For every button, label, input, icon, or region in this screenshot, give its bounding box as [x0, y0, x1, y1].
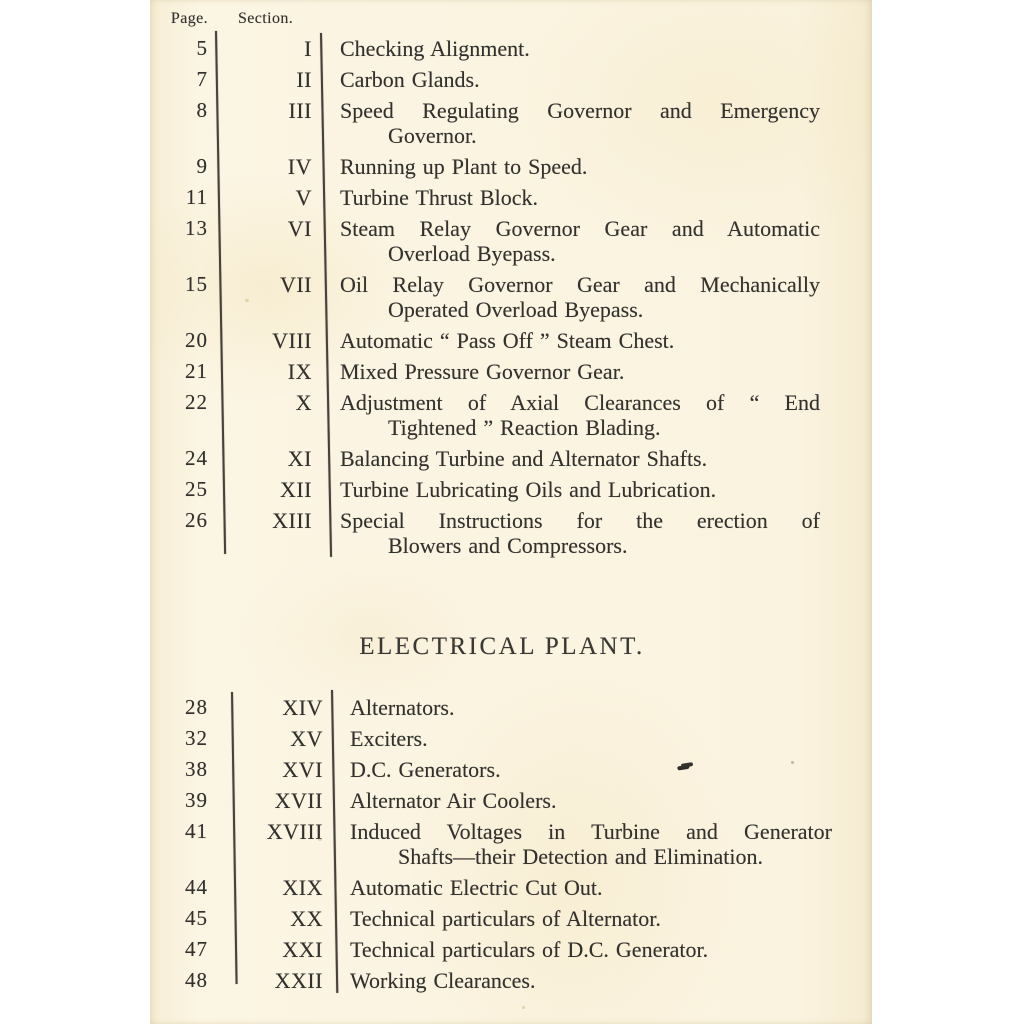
entry-line: Shafts—their Detection and Elimination. — [398, 844, 763, 869]
entry-line: Overload Byepass. — [388, 241, 556, 266]
page-number: 47 — [185, 937, 208, 961]
entry-line: Checking Alignment. — [340, 36, 530, 61]
entry-title — [350, 819, 832, 869]
toc-row — [150, 185, 872, 210]
toc-row — [150, 695, 872, 720]
electrical-plant-heading: ELECTRICAL PLANT. — [359, 633, 645, 660]
page-number: 8 — [196, 98, 208, 122]
entry-line: Oil Relay Governor Gear and Mechanically — [340, 272, 820, 297]
entry-title — [340, 154, 820, 179]
entry-line: Operated Overload Byepass. — [388, 297, 644, 322]
toc-mechanical-block — [150, 36, 872, 564]
toc-row — [150, 906, 872, 931]
section-numeral: VI — [287, 216, 312, 241]
foxing-speck — [318, 838, 322, 841]
toc-row — [150, 216, 872, 266]
entry-title — [340, 272, 820, 322]
toc-row — [150, 788, 872, 813]
section-column-header: Section. — [238, 10, 294, 27]
entry-title — [340, 67, 820, 92]
entry-title — [350, 695, 832, 720]
scanned-page — [150, 0, 872, 1024]
page-number: 41 — [185, 819, 208, 843]
entry-title — [340, 359, 820, 384]
entry-title — [350, 906, 832, 931]
page-number: 26 — [185, 508, 208, 532]
page-number: 20 — [185, 328, 208, 352]
entry-title — [350, 968, 832, 993]
toc-row — [150, 67, 872, 92]
page-number: 48 — [185, 968, 208, 992]
toc-row — [150, 875, 872, 900]
toc-row — [150, 36, 872, 61]
entry-line: Steam Relay Governor Gear and Automatic — [340, 216, 820, 241]
page-number: 13 — [185, 216, 208, 240]
toc-row — [150, 272, 872, 322]
entry-line: Automatic Electric Cut Out. — [350, 875, 603, 900]
entry-line: Induced Voltages in Turbine and Generator — [350, 819, 832, 844]
section-numeral: IX — [287, 359, 312, 384]
foxing-speck — [791, 761, 794, 764]
entry-title — [340, 446, 820, 471]
section-numeral: VII — [279, 272, 312, 297]
entry-line: Working Clearances. — [350, 968, 536, 993]
entry-title — [340, 328, 820, 353]
entry-title — [350, 937, 832, 962]
entry-line: Special Instructions for the erection of — [340, 508, 820, 533]
page-column-header: Page. — [170, 10, 208, 27]
entry-line: Automatic “ Pass Off ” Steam Chest. — [340, 328, 675, 353]
page-number: 38 — [185, 757, 208, 781]
entry-line: Mixed Pressure Governor Gear. — [340, 359, 625, 384]
toc-row — [150, 726, 872, 751]
entry-line: Technical particulars of D.C. Generator. — [350, 937, 709, 962]
entry-line: Turbine Lubricating Oils and Lubrication. — [340, 477, 717, 502]
toc-row — [150, 819, 872, 869]
page-number: 22 — [185, 390, 208, 414]
toc-row — [150, 508, 872, 558]
section-numeral: XXII — [274, 968, 323, 993]
toc-row — [150, 937, 872, 962]
entry-title — [350, 788, 832, 813]
page-number: 32 — [185, 726, 208, 750]
section-numeral: V — [295, 185, 312, 210]
toc-row — [150, 359, 872, 384]
page-number: 24 — [185, 446, 208, 470]
section-numeral: XV — [290, 726, 323, 751]
page-number: 5 — [196, 36, 208, 60]
section-numeral: II — [296, 67, 312, 92]
entry-line: Exciters. — [350, 726, 428, 751]
entry-line: Speed Regulating Governor and Emergency — [340, 98, 820, 123]
entry-line: Alternator Air Coolers. — [350, 788, 557, 813]
section-numeral: XVIII — [266, 819, 323, 844]
section-numeral: XVII — [274, 788, 323, 813]
foxing-speck — [245, 299, 249, 302]
toc-row — [150, 98, 872, 148]
section-numeral: III — [288, 98, 312, 123]
entry-line: Turbine Thrust Block. — [340, 185, 538, 210]
section-numeral: XXI — [282, 937, 323, 962]
entry-title — [350, 726, 832, 751]
entry-title — [340, 390, 820, 440]
section-numeral: I — [304, 36, 312, 61]
entry-title — [340, 216, 820, 266]
section-numeral: XII — [279, 477, 312, 502]
section-numeral: X — [295, 390, 312, 415]
toc-electrical-block — [150, 695, 872, 999]
section-numeral: VIII — [272, 328, 312, 353]
page-number: 28 — [185, 695, 208, 719]
section-numeral: XIII — [272, 508, 312, 533]
entry-title — [340, 98, 820, 148]
page-number: 39 — [185, 788, 208, 812]
entry-line: Adjustment of Axial Clearances of “ End — [340, 390, 820, 415]
entry-line: Carbon Glands. — [340, 67, 480, 92]
entry-line: Technical particulars of Alternator. — [350, 906, 661, 931]
entry-line: Governor. — [388, 123, 477, 148]
section-numeral: XVI — [282, 757, 323, 782]
page-number: 7 — [196, 67, 208, 91]
page-number: 21 — [185, 359, 208, 383]
entry-title — [340, 508, 820, 558]
entry-line: Running up Plant to Speed. — [340, 154, 588, 179]
toc-row — [150, 968, 872, 993]
foxing-speck — [453, 641, 456, 644]
page-number: 45 — [185, 906, 208, 930]
entry-line: Tightened ” Reaction Blading. — [388, 415, 661, 440]
section-numeral: XIX — [282, 875, 323, 900]
entry-title — [340, 477, 820, 502]
page-number: 25 — [185, 477, 208, 501]
entry-line: Alternators. — [350, 695, 455, 720]
entry-line: Blowers and Compressors. — [388, 533, 628, 558]
toc-row — [150, 477, 872, 502]
entry-title — [350, 875, 832, 900]
toc-row — [150, 328, 872, 353]
section-numeral: XI — [287, 446, 312, 471]
toc-row — [150, 757, 872, 782]
toc-row — [150, 390, 872, 440]
toc-row — [150, 154, 872, 179]
entry-line: Balancing Turbine and Alternator Shafts. — [340, 446, 708, 471]
section-numeral: IV — [287, 154, 312, 179]
page-number: 11 — [185, 185, 208, 209]
entry-line: D.C. Generators. — [350, 757, 501, 782]
section-numeral: XIV — [282, 695, 323, 720]
entry-title — [350, 757, 832, 782]
toc-row — [150, 446, 872, 471]
foxing-speck — [522, 1006, 525, 1009]
section-numeral: XX — [290, 906, 323, 931]
entry-title — [340, 36, 820, 61]
page-number: 44 — [185, 875, 208, 899]
page-number: 15 — [185, 272, 208, 296]
page-number: 9 — [196, 154, 208, 178]
entry-title — [340, 185, 820, 210]
